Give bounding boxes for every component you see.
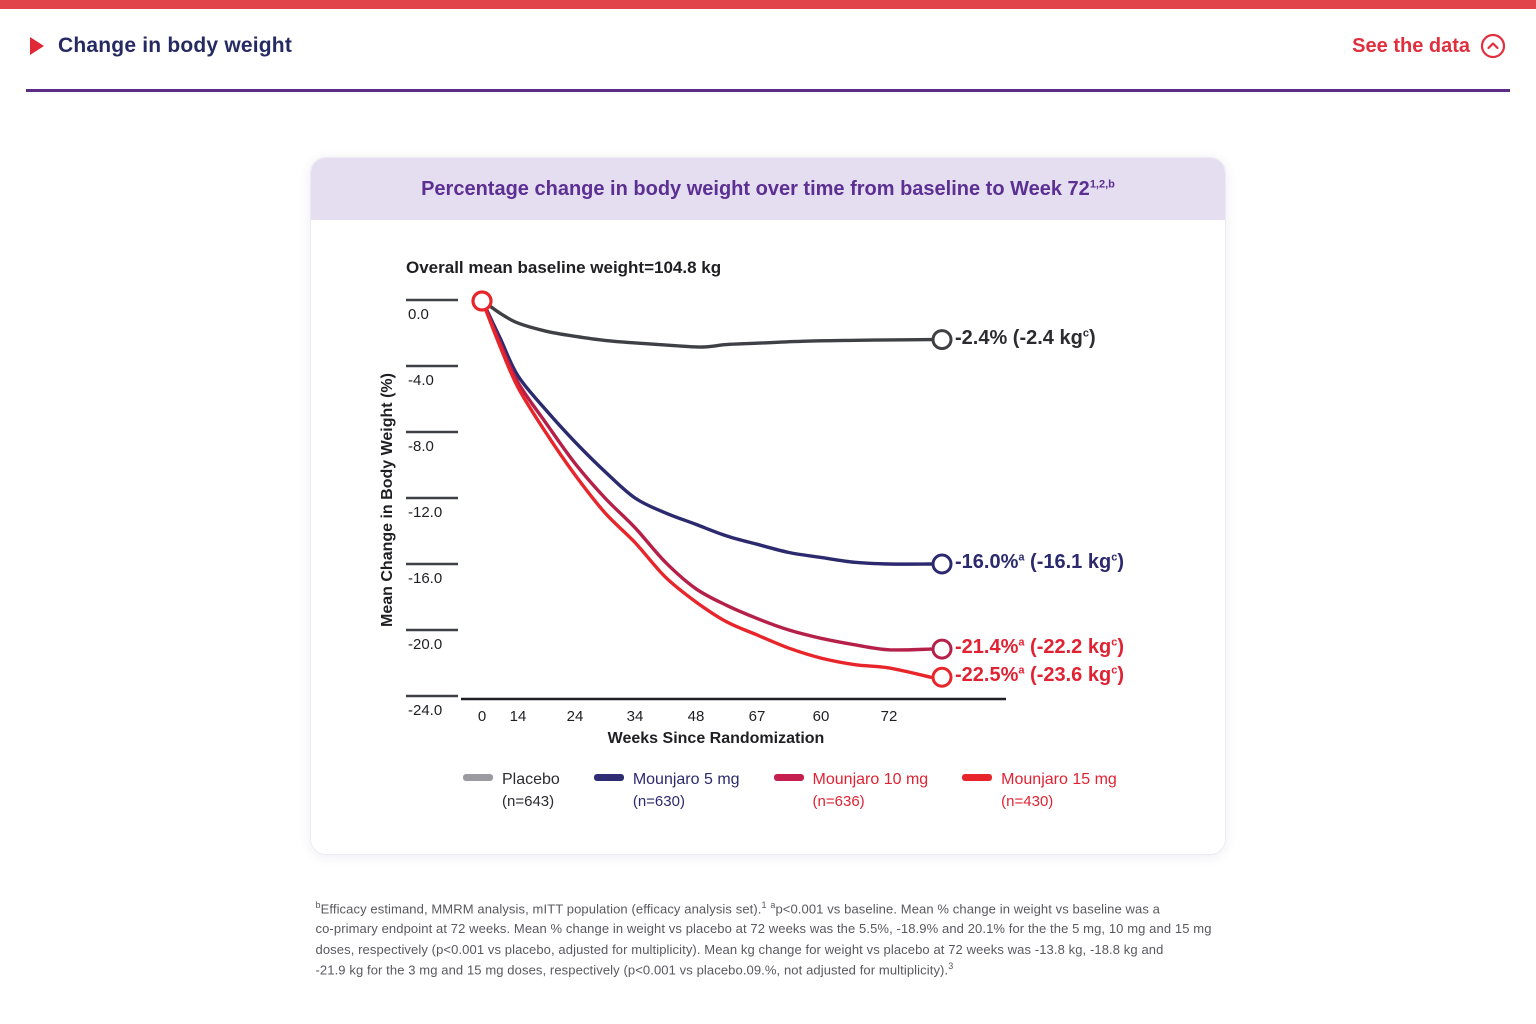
legend-swatch-icon bbox=[962, 774, 992, 781]
legend-item-mounjaro-10-mg bbox=[774, 768, 929, 813]
end-marker-placebo bbox=[933, 331, 951, 349]
y-tick-label: -16.0 bbox=[408, 570, 443, 587]
see-the-data-label[interactable]: See the data bbox=[1352, 34, 1470, 57]
y-tick-label: 0.0 bbox=[408, 306, 429, 323]
end-value-label: -2.4% (-2.4 $kg^c$) bbox=[955, 326, 1096, 349]
legend-series-n: (n=643) bbox=[502, 793, 555, 811]
x-tick-label: 24 bbox=[566, 708, 584, 725]
plot-line-placebo bbox=[482, 300, 931, 347]
end-value-label: -22.5%$^a$ (-23.6 $kg^c$) bbox=[955, 664, 1124, 687]
x-tick-label: 60 bbox=[812, 708, 830, 725]
x-tick-label: 0 bbox=[477, 708, 487, 725]
arrow-right-icon bbox=[30, 37, 44, 55]
y-tick-label: -20.0 bbox=[408, 636, 443, 653]
footnote-line: $^b$Efficacy estimand, MMRM analysis, mITT population (efficacy analysis set).$^1$ $^a$p<0.001 vs baseline. Mean % change in weight vs baseline was a bbox=[315, 900, 1160, 917]
legend-series-n: (n=636) bbox=[812, 793, 865, 811]
chart-title-band bbox=[311, 158, 1225, 220]
legend-series-n: (n=630) bbox=[632, 793, 685, 811]
chart-plot-area bbox=[311, 220, 1225, 854]
y-tick-label: -8.0 bbox=[408, 438, 434, 455]
page-header bbox=[0, 9, 1536, 79]
footnote-line: doses, respectively (p<0.001 vs placebo, adjusted for multiplicity). Mean kg change for weight vs placebo at 72 weeks was -13.8 kg, -18.8 kg and bbox=[315, 941, 1164, 957]
top-accent-bar bbox=[0, 0, 1536, 9]
y-tick-label: -12.0 bbox=[408, 504, 443, 521]
legend-swatch-icon bbox=[463, 774, 493, 781]
end-marker-mounjaro-5-mg bbox=[933, 555, 951, 573]
end-value-label: -21.4%$^a$ (-22.2 $kg^c$) bbox=[955, 636, 1124, 659]
chart-title: Percentage change in body weight over time from baseline to Week 72$^{1,2,b}$ bbox=[421, 177, 1115, 200]
chart-legend bbox=[463, 768, 1117, 813]
legend-series-name: Placebo bbox=[502, 771, 560, 788]
footnote-line: co-primary endpoint at 72 weeks. Mean % change in weight vs placebo at 72 weeks was the 5.5%, -18.9% and 20.1% for the the 5 mg, 10 mg and 15 mg bbox=[315, 921, 1212, 937]
baseline-weight-note: Overall mean baseline weight=104.8 kg bbox=[406, 258, 722, 277]
legend-swatch-icon bbox=[594, 774, 624, 781]
footnote bbox=[316, 899, 1221, 980]
y-tick-label: -4.0 bbox=[408, 372, 434, 389]
legend-series-name: Mounjaro 5 mg bbox=[632, 771, 740, 788]
end-value-label: -16.0%$^a$ (-16.1 $kg^c$) bbox=[955, 551, 1124, 573]
y-tick-label: -24.0 bbox=[408, 702, 443, 719]
x-tick-label: 67 bbox=[748, 708, 766, 725]
chart-card bbox=[310, 157, 1226, 855]
legend-series-name: Mounjaro 10 mg bbox=[812, 771, 929, 788]
page-title: Change in body weight bbox=[58, 34, 293, 57]
x-tick-label: 48 bbox=[687, 708, 705, 725]
footnote-line: -21.9 kg for the 3 mg and 15 mg doses, respectively (p<0.001 vs placebo.09.%, not adjusted for multiplicity).$^3$ bbox=[315, 960, 954, 978]
x-tick-label: 14 bbox=[509, 708, 527, 725]
legend-swatch-icon bbox=[774, 774, 804, 781]
legend-item-mounjaro-15-mg bbox=[962, 768, 1117, 813]
legend-series-name: Mounjaro 15 mg bbox=[1001, 771, 1117, 788]
legend-item-mounjaro-5-mg bbox=[594, 768, 740, 813]
end-marker-mounjaro-15-mg bbox=[933, 668, 951, 686]
start-marker bbox=[473, 292, 491, 310]
plot-line-mounjaro-15-mg bbox=[482, 300, 931, 677]
chart-canvas bbox=[311, 220, 1227, 854]
header-divider bbox=[26, 89, 1510, 92]
legend-item-placebo bbox=[463, 768, 560, 813]
legend-series-n: (n=430) bbox=[1001, 793, 1054, 811]
y-axis-title: Mean Change in Body Weight (%) bbox=[379, 373, 396, 627]
end-marker-mounjaro-10-mg bbox=[933, 640, 951, 658]
plot-line-mounjaro-10-mg bbox=[482, 300, 931, 650]
chevron-up-circle-icon[interactable] bbox=[1480, 33, 1506, 59]
see-the-data-link[interactable] bbox=[1352, 33, 1506, 59]
x-axis-title: Weeks Since Randomization bbox=[607, 730, 825, 747]
x-tick-label: 34 bbox=[626, 708, 644, 725]
x-tick-label: 72 bbox=[880, 708, 898, 725]
